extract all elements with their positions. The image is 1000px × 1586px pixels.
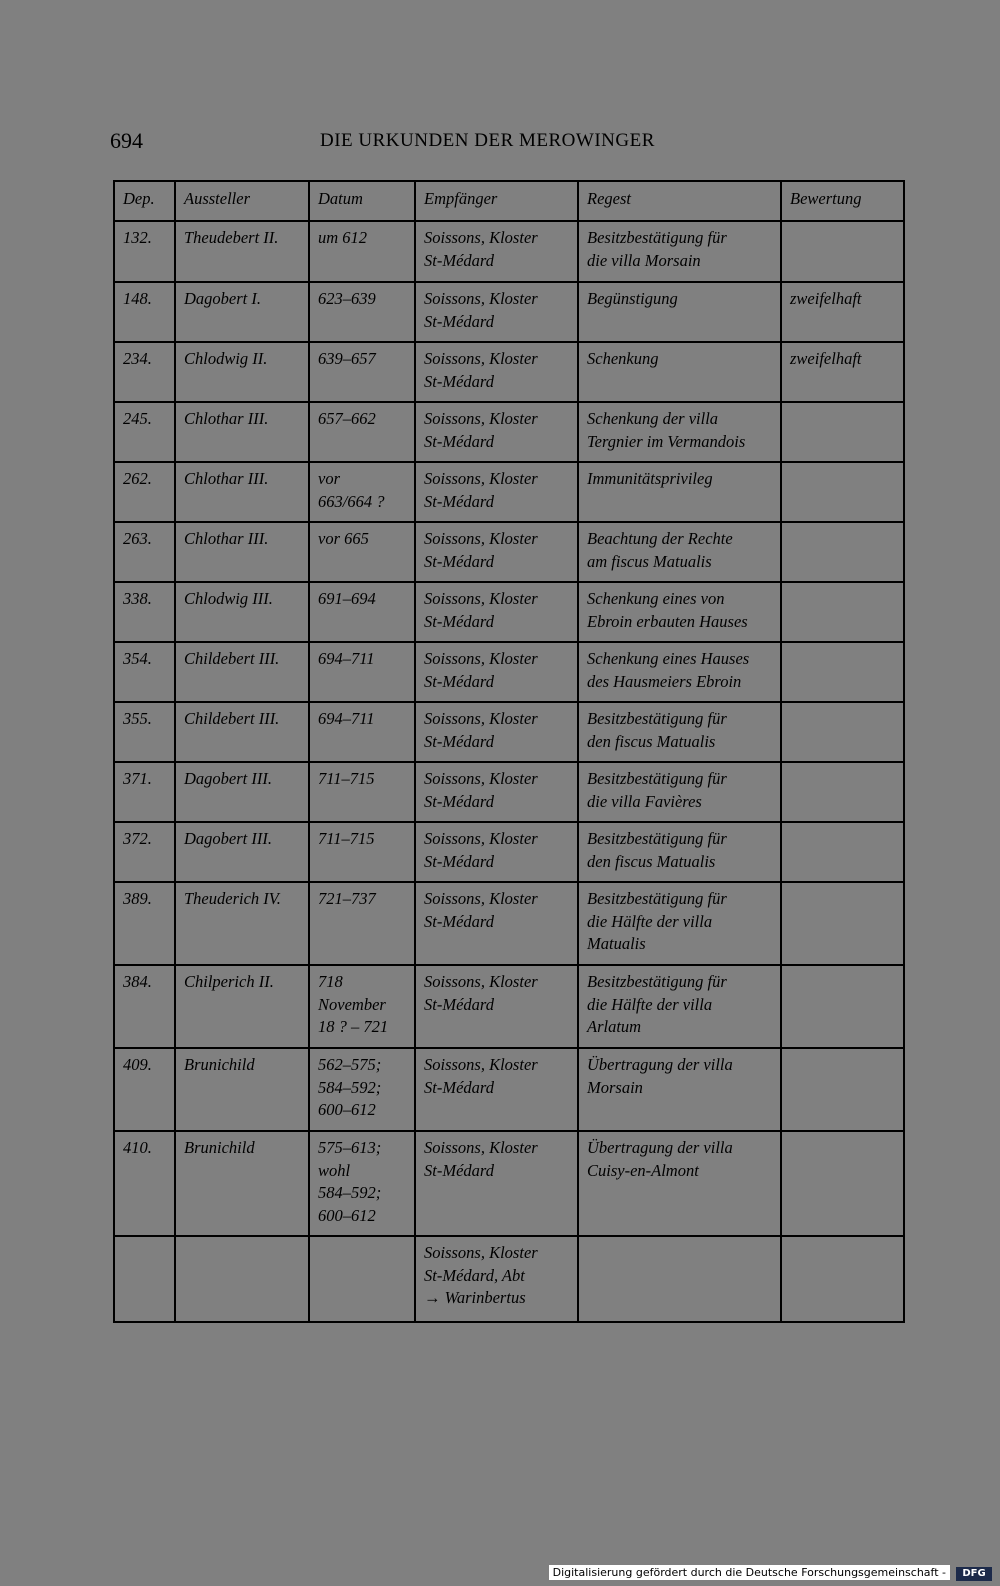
datum-text: 711–715 xyxy=(318,829,375,848)
cell-aussteller xyxy=(175,822,309,882)
cell-dep xyxy=(114,822,175,882)
cell-regest xyxy=(578,522,781,582)
cell-empfaenger xyxy=(415,342,578,402)
footer-credit: Digitalisierung gefördert durch die Deutsche Forschungsgemeinschaft - xyxy=(549,1565,950,1580)
regest-text: Schenkung der villa Tergnier im Vermandois xyxy=(587,409,746,451)
cell-bewertung xyxy=(781,522,904,582)
datum-text: um 612 xyxy=(318,228,368,247)
dfg-logo: DFG xyxy=(956,1567,992,1581)
aussteller-text: Chlodwig II. xyxy=(184,349,268,368)
table-body xyxy=(114,221,904,1322)
table-row xyxy=(114,582,904,642)
cell-dep xyxy=(114,522,175,582)
cell-datum xyxy=(309,462,415,522)
cell-dep xyxy=(114,282,175,342)
cell-empfaenger xyxy=(415,522,578,582)
cell-empfaenger xyxy=(415,762,578,822)
regest-text: Übertragung der villa Cuisy-en-Almont xyxy=(587,1138,733,1180)
cell-datum xyxy=(309,702,415,762)
datum-text: 657–662 xyxy=(318,409,376,428)
aussteller-text: Theudebert II. xyxy=(184,228,279,247)
cell-empfaenger xyxy=(415,402,578,462)
regest-text: Immunitätsprivileg xyxy=(587,469,713,488)
datum-text: 575–613; wohl 584–592; 600–612 xyxy=(318,1138,382,1225)
column-header-aussteller: Aussteller xyxy=(175,181,309,221)
table-row xyxy=(114,282,904,342)
cell-dep xyxy=(114,221,175,282)
cell-dep xyxy=(114,1048,175,1131)
datum-text: 721–737 xyxy=(318,889,376,908)
cell-regest xyxy=(578,642,781,702)
table-row xyxy=(114,402,904,462)
regest-text: Besitzbestätigung für den fiscus Matualis xyxy=(587,709,727,751)
datum-text: 691–694 xyxy=(318,589,376,608)
cell-aussteller xyxy=(175,702,309,762)
cell-datum xyxy=(309,822,415,882)
empfaenger-text: Soissons, Kloster St-Médard xyxy=(424,709,538,751)
cell-datum xyxy=(309,582,415,642)
cell-empfaenger xyxy=(415,822,578,882)
column-header-empfaenger: Empfänger xyxy=(415,181,578,221)
dep-text: 148. xyxy=(123,289,152,308)
table-row xyxy=(114,642,904,702)
table-row xyxy=(114,1236,904,1322)
cell-datum xyxy=(309,342,415,402)
empfaenger-text: Soissons, Kloster St-Médard xyxy=(424,228,538,270)
cell-datum xyxy=(309,522,415,582)
cell-bewertung xyxy=(781,282,904,342)
cell-empfaenger xyxy=(415,642,578,702)
empfaenger-text: Soissons, Kloster St-Médard xyxy=(424,1138,538,1180)
cell-regest xyxy=(578,882,781,965)
aussteller-text: Chilperich II. xyxy=(184,972,274,991)
cell-regest xyxy=(578,1236,781,1322)
aussteller-text: Brunichild xyxy=(184,1138,255,1157)
regest-text: Schenkung eines von Ebroin erbauten Hauses xyxy=(587,589,748,631)
cell-datum xyxy=(309,221,415,282)
cell-empfaenger xyxy=(415,882,578,965)
regest-text: Besitzbestätigung für die villa Morsain xyxy=(587,228,727,270)
aussteller-text: Chlothar III. xyxy=(184,529,269,548)
cell-regest xyxy=(578,1131,781,1236)
cell-aussteller xyxy=(175,282,309,342)
cell-aussteller xyxy=(175,342,309,402)
cell-empfaenger xyxy=(415,1236,578,1322)
datum-text: 694–711 xyxy=(318,649,375,668)
aussteller-text: Theuderich IV. xyxy=(184,889,281,908)
dep-text: 132. xyxy=(123,228,152,247)
cell-empfaenger xyxy=(415,221,578,282)
cell-bewertung xyxy=(781,702,904,762)
cell-bewertung xyxy=(781,965,904,1048)
cell-dep xyxy=(114,642,175,702)
cell-regest xyxy=(578,702,781,762)
dep-text: 263. xyxy=(123,529,152,548)
table-row xyxy=(114,882,904,965)
cell-regest xyxy=(578,762,781,822)
cell-empfaenger xyxy=(415,462,578,522)
empfaenger-text: Soissons, Kloster St-Médard xyxy=(424,889,538,931)
datum-text: 711–715 xyxy=(318,769,375,788)
cell-empfaenger xyxy=(415,1131,578,1236)
dep-text: 354. xyxy=(123,649,152,668)
cell-regest xyxy=(578,582,781,642)
cell-datum xyxy=(309,882,415,965)
cell-datum xyxy=(309,282,415,342)
cell-aussteller xyxy=(175,522,309,582)
cell-regest xyxy=(578,462,781,522)
column-header-datum: Datum xyxy=(309,181,415,221)
cell-regest xyxy=(578,342,781,402)
cell-aussteller xyxy=(175,882,309,965)
empfaenger-text: Soissons, Kloster St-Médard xyxy=(424,589,538,631)
aussteller-text: Dagobert III. xyxy=(184,769,272,788)
column-header-bewertung: Bewertung xyxy=(781,181,904,221)
datum-text: 694–711 xyxy=(318,709,375,728)
cell-bewertung xyxy=(781,402,904,462)
charter-register-table xyxy=(113,180,905,1323)
cell-aussteller xyxy=(175,462,309,522)
empfaenger-text: Soissons, Kloster St-Médard xyxy=(424,289,538,331)
table-row xyxy=(114,965,904,1048)
dep-text: 262. xyxy=(123,469,152,488)
aussteller-text: Dagobert III. xyxy=(184,829,272,848)
regest-text: Besitzbestätigung für den fiscus Matualis xyxy=(587,829,727,871)
empfaenger-text: Soissons, Kloster St-Médard xyxy=(424,769,538,811)
cell-regest xyxy=(578,822,781,882)
dep-text: 384. xyxy=(123,972,152,991)
cell-empfaenger xyxy=(415,1048,578,1131)
table-header-row xyxy=(114,181,904,221)
cell-dep xyxy=(114,882,175,965)
cell-regest xyxy=(578,1048,781,1131)
cell-bewertung xyxy=(781,221,904,282)
empfaenger-text: Soissons, Kloster St-Médard, Abt → Warinbertus xyxy=(424,1243,538,1307)
cell-dep xyxy=(114,582,175,642)
aussteller-text: Childebert III. xyxy=(184,649,280,668)
dep-text: 245. xyxy=(123,409,152,428)
regest-text: Übertragung der villa Morsain xyxy=(587,1055,733,1097)
cell-dep xyxy=(114,762,175,822)
cell-datum xyxy=(309,1236,415,1322)
cell-empfaenger xyxy=(415,282,578,342)
dep-text: 371. xyxy=(123,769,152,788)
table-row xyxy=(114,1048,904,1131)
datum-text: 718 November 18 ? – 721 xyxy=(318,972,389,1036)
cell-regest xyxy=(578,282,781,342)
empfaenger-text: Soissons, Kloster St-Médard xyxy=(424,1055,538,1097)
column-header-regest: Regest xyxy=(578,181,781,221)
datum-text: vor 665 xyxy=(318,529,369,548)
regest-text: Begünstigung xyxy=(587,289,678,308)
datum-text: 639–657 xyxy=(318,349,376,368)
cell-datum xyxy=(309,965,415,1048)
table-row xyxy=(114,221,904,282)
cell-bewertung xyxy=(781,582,904,642)
aussteller-text: Chlodwig III. xyxy=(184,589,273,608)
cell-aussteller xyxy=(175,221,309,282)
dep-text: 355. xyxy=(123,709,152,728)
empfaenger-text: Soissons, Kloster St-Médard xyxy=(424,972,538,1014)
table-row xyxy=(114,762,904,822)
cell-regest xyxy=(578,402,781,462)
cell-dep xyxy=(114,342,175,402)
regest-text: Schenkung eines Hauses des Hausmeiers Ebroin xyxy=(587,649,750,691)
cell-empfaenger xyxy=(415,702,578,762)
page-number: 694 xyxy=(110,128,143,153)
cell-dep xyxy=(114,462,175,522)
table-row xyxy=(114,462,904,522)
cell-dep xyxy=(114,1131,175,1236)
cell-aussteller xyxy=(175,762,309,822)
cell-regest xyxy=(578,965,781,1048)
table-row xyxy=(114,342,904,402)
dep-text: 234. xyxy=(123,349,152,368)
table-row xyxy=(114,702,904,762)
regest-text: Besitzbestätigung für die Hälfte der villa Arlatum xyxy=(587,972,727,1036)
empfaenger-text: Soissons, Kloster St-Médard xyxy=(424,829,538,871)
cell-bewertung xyxy=(781,822,904,882)
cell-aussteller xyxy=(175,1131,309,1236)
table-row xyxy=(114,522,904,582)
aussteller-text: Chlothar III. xyxy=(184,469,269,488)
cell-aussteller xyxy=(175,965,309,1048)
cell-aussteller xyxy=(175,642,309,702)
cell-dep xyxy=(114,1236,175,1322)
cell-bewertung xyxy=(781,882,904,965)
cell-bewertung xyxy=(781,1236,904,1322)
cell-aussteller xyxy=(175,402,309,462)
aussteller-text: Childebert III. xyxy=(184,709,280,728)
cell-dep xyxy=(114,402,175,462)
cell-empfaenger xyxy=(415,582,578,642)
cell-datum xyxy=(309,402,415,462)
empfaenger-text: Soissons, Kloster St-Médard xyxy=(424,409,538,451)
empfaenger-text: Soissons, Kloster St-Médard xyxy=(424,349,538,391)
cell-aussteller xyxy=(175,1048,309,1131)
datum-text: 623–639 xyxy=(318,289,376,308)
cell-datum xyxy=(309,762,415,822)
empfaenger-text: Soissons, Kloster St-Médard xyxy=(424,649,538,691)
table-row xyxy=(114,822,904,882)
cell-datum xyxy=(309,1131,415,1236)
bewertung-text: zweifelhaft xyxy=(790,349,862,368)
table-row xyxy=(114,1131,904,1236)
dep-text: 338. xyxy=(123,589,152,608)
cell-datum xyxy=(309,1048,415,1131)
cell-bewertung xyxy=(781,762,904,822)
cell-regest xyxy=(578,221,781,282)
column-header-dep: Dep. xyxy=(114,181,175,221)
regest-text: Besitzbestätigung für die villa Favières xyxy=(587,769,727,811)
regest-text: Schenkung xyxy=(587,349,659,368)
cell-aussteller xyxy=(175,1236,309,1322)
cell-dep xyxy=(114,965,175,1048)
cell-aussteller xyxy=(175,582,309,642)
cell-bewertung xyxy=(781,342,904,402)
cell-dep xyxy=(114,702,175,762)
regest-text: Besitzbestätigung für die Hälfte der villa Matualis xyxy=(587,889,727,953)
aussteller-text: Brunichild xyxy=(184,1055,255,1074)
dep-text: 389. xyxy=(123,889,152,908)
bewertung-text: zweifelhaft xyxy=(790,289,862,308)
datum-text: vor 663/664 ? xyxy=(318,469,385,511)
cell-empfaenger xyxy=(415,965,578,1048)
cell-bewertung xyxy=(781,462,904,522)
cell-bewertung xyxy=(781,642,904,702)
cell-datum xyxy=(309,642,415,702)
aussteller-text: Dagobert I. xyxy=(184,289,261,308)
empfaenger-text: Soissons, Kloster St-Médard xyxy=(424,529,538,571)
running-title: DIE URKUNDEN DER MEROWINGER xyxy=(320,130,655,151)
empfaenger-text: Soissons, Kloster St-Médard xyxy=(424,469,538,511)
aussteller-text: Chlothar III. xyxy=(184,409,269,428)
cell-bewertung xyxy=(781,1048,904,1131)
dep-text: 409. xyxy=(123,1055,152,1074)
cell-bewertung xyxy=(781,1131,904,1236)
regest-text: Beachtung der Rechte am fiscus Matualis xyxy=(587,529,733,571)
datum-text: 562–575; 584–592; 600–612 xyxy=(318,1055,382,1119)
dep-text: 410. xyxy=(123,1138,152,1157)
dep-text: 372. xyxy=(123,829,152,848)
